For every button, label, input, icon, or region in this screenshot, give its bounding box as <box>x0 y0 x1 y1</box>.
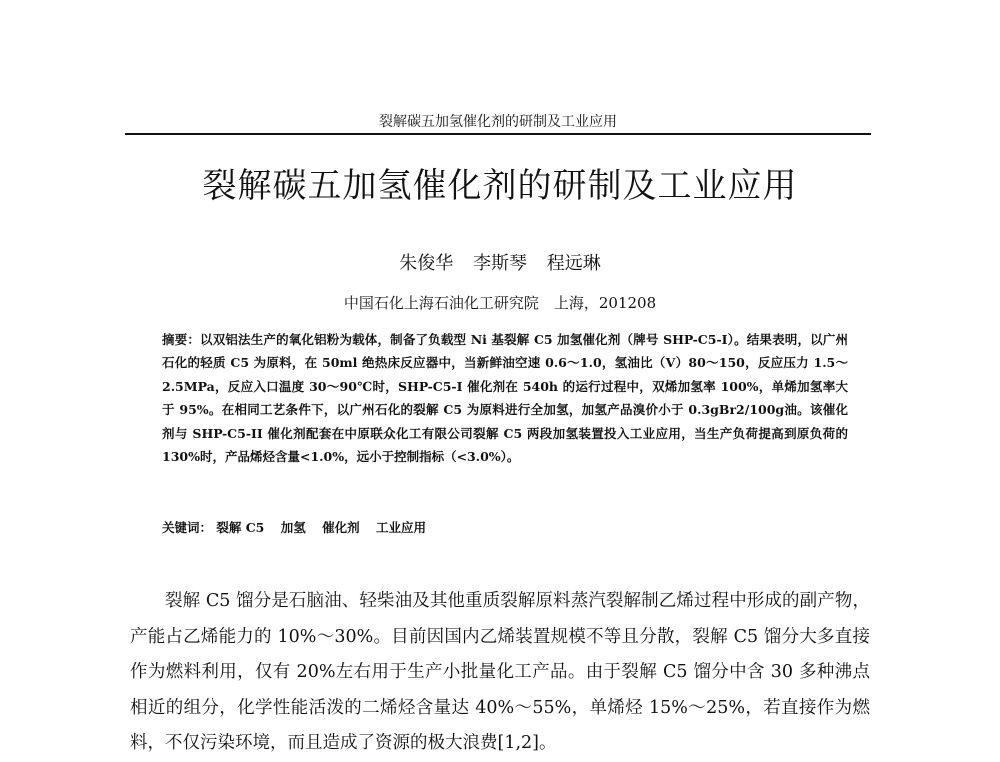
affiliation: 中国石化上海石油化工研究院 上海，201208 <box>343 294 657 312</box>
abstract <box>162 328 848 468</box>
keywords <box>162 517 848 539</box>
paper-title: 裂解碳五加氢催化剂的研制及工业应用 <box>202 166 798 206</box>
keyword-item: 催化剂 <box>322 520 360 535</box>
authors: 朱俊华 李斯琴 程远琳 <box>399 253 601 274</box>
header-rule <box>125 133 871 135</box>
keyword-item: 工业应用 <box>375 520 426 535</box>
keywords-label: 关键词： <box>162 520 213 535</box>
abstract-label: 摘要： <box>162 332 201 347</box>
keyword-item: 加氢 <box>280 520 306 535</box>
abstract-text: 以双铝法生产的氧化铝粉为载体，制备了负载型 Ni 基裂解 C5 加氢催化剂（牌号 SHP-C5-I）。结果表明，以广州石化的轻质 C5 为原料，在 50ml 绝热床反应器中，当新鲜油空速 0.6～1.0，氢油比（V）80～150，反应压力 1.5～2.5MPa，反应入口温度 30～90℃时，SHP-C5-I 催化剂在 540h 的运行过程中，双烯加氢率 100%，单烯加氢率大于 95%。在相同工艺条件下，以广州石化的裂解 C5 为原料进行全加氢，加氢产品溴价小于 0.3gBr2/100g油。该催化剂与 SHP-C5-II 催化剂配套在中原联众化工有限公司裂解 C5 两段加氢装置投入工业应用，当生产负荷提高到原负荷的 130%时，产品烯烃含量<1.0%，远小于控制指标（<3.0%）。 <box>162 332 848 465</box>
keyword-item: 裂解 C5 <box>216 520 265 535</box>
body-paragraph: 裂解 C5 馏分是石脑油、轻柴油及其他重质裂解原料蒸汽裂解制乙烯过程中形成的副产物，产能占乙烯能力的 10%～30%。目前因国内乙烯装置规模不等且分散，裂解 C5 馏分大多直接作为燃料利用，仅有 20%左右用于生产小批量化工产品。由于裂解 C5 馏分中含 30 多种沸点相近的组分，化学性能活泼的二烯烃含量达 40%～55%，单烯烃 15%～25%，若直接作为燃料，不仅污染环境，而且造成了资源的极大浪费[1,2]。 <box>130 591 870 753</box>
running-header: 裂解碳五加氢催化剂的研制及工业应用 <box>379 114 617 130</box>
